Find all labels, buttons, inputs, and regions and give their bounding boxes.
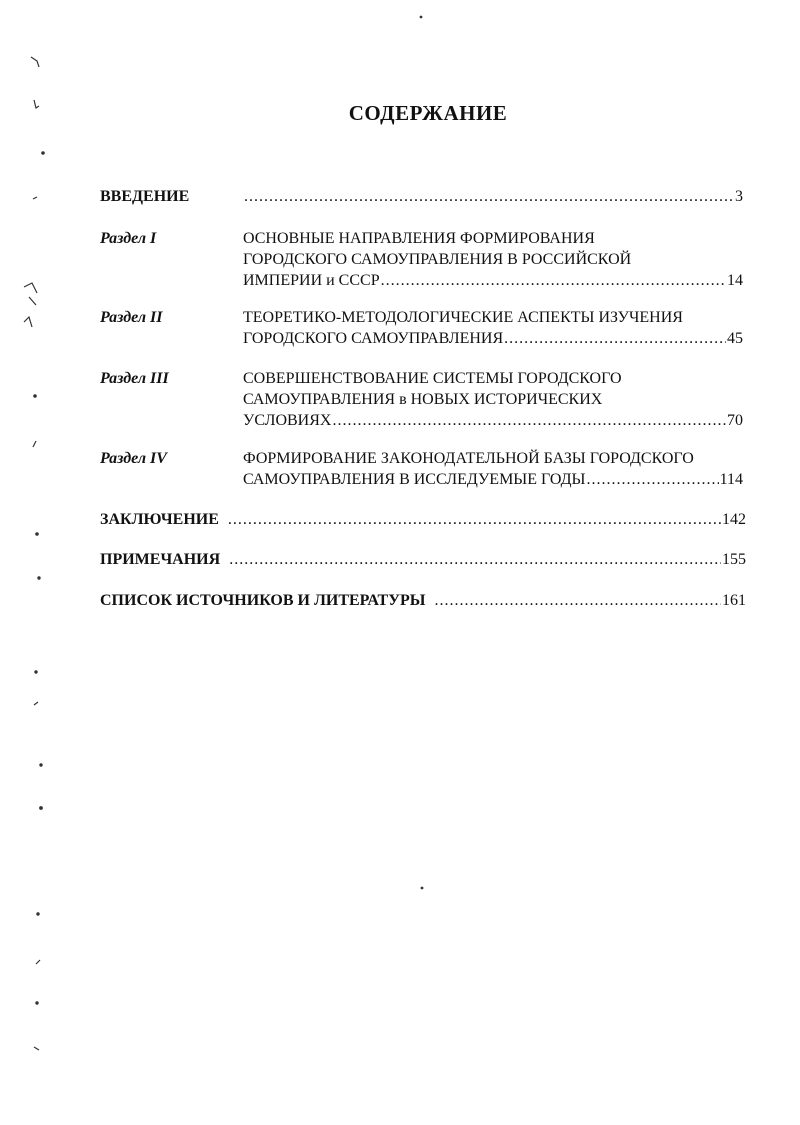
toc-entry-line: ГОРОДСКОГО САМОУПРАВЛЕНИЯ bbox=[243, 330, 504, 347]
toc-entry-line: ТЕОРЕТИКО-МЕТОДОЛОГИЧЕСКИЕ АСПЕКТЫ ИЗУЧЕНИЯ bbox=[243, 309, 683, 326]
toc-entry-label: СПИСОК ИСТОЧНИКОВ И ЛИТЕРАТУРЫ bbox=[100, 592, 426, 609]
toc-page-number: 161 bbox=[722, 592, 746, 609]
toc-entry-label: ЗАКЛЮЧЕНИЕ bbox=[100, 511, 219, 528]
toc-entry-line: УСЛОВИЯХ bbox=[243, 412, 332, 429]
toc-page-number: 142 bbox=[722, 511, 746, 528]
toc-entry-label: Раздел IV bbox=[100, 450, 167, 467]
toc-entry-line: САМОУПРАВЛЕНИЯ В ИССЛЕДУЕМЫЕ ГОДЫ bbox=[243, 471, 586, 488]
page-title: СОДЕРЖАНИЕ bbox=[348, 101, 508, 125]
toc-page-number: 14 bbox=[727, 272, 743, 289]
toc-entry-label: Раздел I bbox=[100, 230, 157, 247]
toc-entry-label: Раздел II bbox=[100, 309, 163, 326]
toc-entry-line: САМОУПРАВЛЕНИЯ в НОВЫХ ИСТОРИЧЕСКИХ bbox=[243, 391, 603, 408]
toc-entry-label: ВВЕДЕНИЕ bbox=[100, 188, 190, 205]
toc-page-number: 45 bbox=[727, 330, 743, 347]
toc-entry-line: ОСНОВНЫЕ НАПРАВЛЕНИЯ ФОРМИРОВАНИЯ bbox=[243, 230, 595, 247]
toc-entry-line: ФОРМИРОВАНИЕ ЗАКОНОДАТЕЛЬНОЙ БАЗЫ ГОРОДСКОГО bbox=[243, 450, 694, 467]
toc-page-number: 114 bbox=[719, 471, 743, 488]
toc-page-number: 3 bbox=[735, 188, 743, 205]
toc-page-number: 155 bbox=[722, 551, 746, 568]
toc-entry-line: СОВЕРШЕНСТВОВАНИЕ СИСТЕМЫ ГОРОДСКОГО bbox=[243, 370, 622, 387]
toc-page-number: 70 bbox=[727, 412, 743, 429]
toc-entry-line: ГОРОДСКОГО САМОУПРАВЛЕНИЯ В РОССИЙСКОЙ bbox=[243, 251, 632, 268]
toc-entry-line: ИМПЕРИИ и СССР bbox=[243, 272, 380, 289]
toc-entry-label: ПРИМЕЧАНИЯ bbox=[100, 551, 221, 568]
toc-entry-label: Раздел III bbox=[100, 370, 169, 387]
